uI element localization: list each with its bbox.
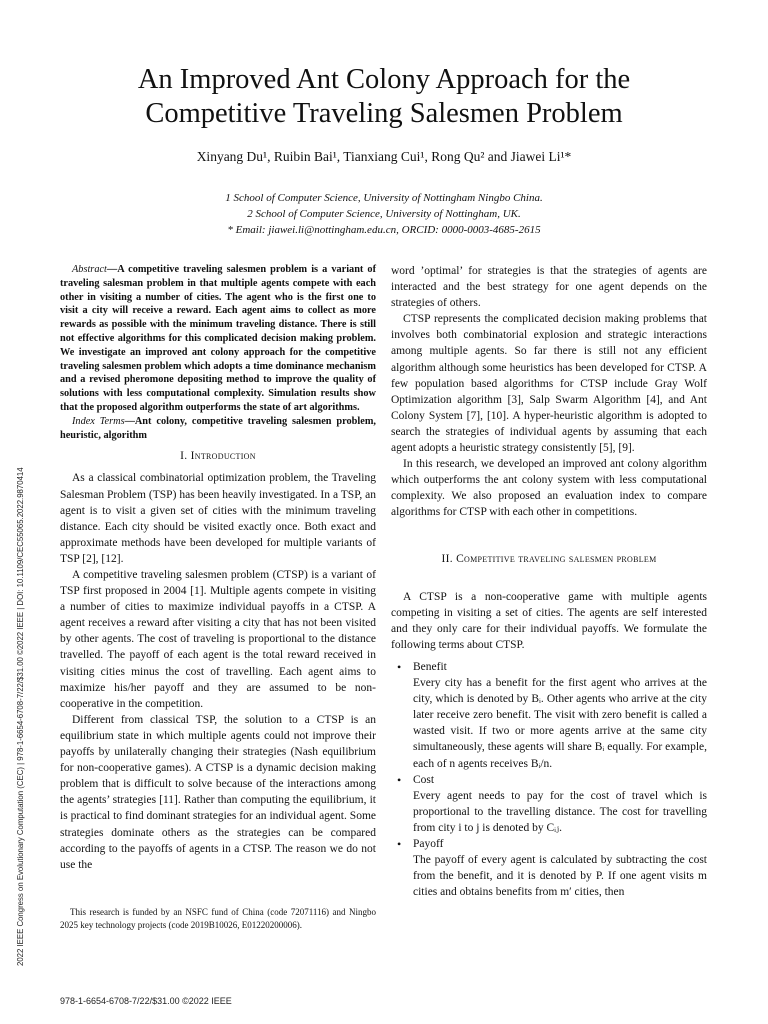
term-title-payoff: • Payoff xyxy=(413,838,444,850)
term-title-cost: • Cost xyxy=(413,773,435,786)
section-heading-ctsp: II. Competitive traveling salesmen problem xyxy=(441,552,657,565)
affiliation-email: * Email: jiawei.li@nottingham.edu.cn, ORCID: 0000-0003-4685-2615 xyxy=(227,224,541,236)
term-body-payoff: The payoff of every agent is calculated by subtracting the cost from the benefit, and it is denoted by P. If one agent visits m cities and obtains benefits from m′ cities, then xyxy=(413,854,707,899)
page-footer: 978-1-6654-6708-7/22/$31.00 ©2022 IEEE xyxy=(60,996,232,1006)
abstract xyxy=(60,263,376,415)
title-line-2: Competitive Traveling Salesmen Problem xyxy=(145,98,623,129)
paper-title xyxy=(60,63,708,131)
left-column xyxy=(60,263,376,873)
list-item xyxy=(413,659,707,772)
term-body-cost: Every agent needs to pay for the cost of travel which is proportional to the travelling distance. The cost for travelling from city i to j is denoted by Cᵢⱼ. xyxy=(413,789,707,834)
list-item xyxy=(413,772,707,836)
index-terms xyxy=(60,415,376,443)
index-terms-label: Index Terms xyxy=(72,415,125,427)
right-paragraph-1: word ’optimal’ for strategies is that the strategies of agents are interacted and the best strategy for one agent depends on the strategies of others. xyxy=(391,265,707,310)
ctsp-paragraph: A CTSP is a non-cooperative game with multiple agents competing in visiting a set of cities. The agents are self interested and they only care for their individual payoffs. We formulate the following terms about CTSP. xyxy=(391,590,707,651)
funding-footnote: This research is funded by an NSFC fund of China (code 72071116) and Ningbo 2025 key technology projects (code 2019B10026, E01220200006). xyxy=(60,907,376,930)
term-body-benefit: Every city has a benefit for the first agent who arrives at the city, which is denoted by Bᵢ. Other agents who arrive at the city later receive zero benefit. The visit with zero benefit is called a wasted visit. If two or more agents arrive at the same city simultaneously, these agents will share Bᵢ equally. For example, each of n agents receives Bᵢ/n. xyxy=(413,677,707,770)
intro-paragraph-2: A competitive traveling salesmen problem (CTSP) is a variant of TSP first proposed in 2004 [1]. Multiple agents compete in visiting a number of cities to maximize individual payoffs in a CTSP. A agent receives a reward after visiting a city that has not been visited by other agents. The cost of traveling is proportional to the distance travelled. The payoff of each agent is the total reward received in visiting cities minus the cost of travelling. Each agent aims to maximize his/her payoff and they are assumed to be non-cooperative in the competition. xyxy=(60,569,376,710)
authors: Xinyang Du¹, Ruibin Bai¹, Tianxiang Cui¹, Rong Qu² and Jiawei Li¹* xyxy=(196,149,572,164)
abstract-label: Abstract xyxy=(72,264,107,275)
abstract-text: —A competitive traveling salesmen problem is a variant of traveling salesman problem in that multiple agents compete with each other in visiting a number of cities. The agent who is the first one to visit a city will receive a reward. Each agent aims to collect as more rewards as possible with the minimum traveling distance. There is still not effective algorithms for this complicated decision making problem. We investigate an improved ant colony approach for the competitive traveling salesmen problem which adopts a time dominance mechanism and a revised pheromone depositing method to improve the quality of solutions with less computational complexity. Simulation results show that the proposed algorithm outperforms the state of art algorithms. xyxy=(60,264,376,413)
affiliations xyxy=(60,190,708,238)
right-column xyxy=(391,263,707,900)
term-title-benefit: • Benefit xyxy=(413,660,447,673)
intro-paragraph-1: As a classical combinatorial optimization problem, the Traveling Salesman Problem (TSP) has been heavily investigated. In a TSP, an agent is to visit a given set of cities with the minimum traveling distance. Each city should be visited exactly once. Both exact and approximate methods have been developed for multiple variants of TSP [2], [12]. xyxy=(60,472,376,565)
index-terms-text: —Ant colony, competitive traveling salesmen problem, heuristic, algorithm xyxy=(60,415,376,441)
affiliation-2: 2 School of Computer Science, University of Nottingham, UK. xyxy=(247,208,521,220)
section-heading-introduction: I. Introduction xyxy=(180,450,256,463)
right-paragraph-2: CTSP represents the complicated decision making problems that involves both combinatorial explosion and strategic interactions among multiple agents. So far there is still not any efficient algorithm although some heuristics has been developed for CTSP. A few population based algorithms for CTSP include Gray Wolf Optimization algorithm [3], Salp Swarm Algorithm [4], and Ant Colony System [7], [10]. A hyper-heuristic algorithm is adopted to search the strategies of individual agents by assuming that each agent adopts a heuristic strategy consistently [5], [9]. xyxy=(391,313,707,455)
title-line-1: An Improved Ant Colony Approach for the xyxy=(137,64,631,95)
term-list xyxy=(391,659,707,900)
conference-sidebar: 2022 IEEE Congress on Evolutionary Computation (CEC) | 978-1-6654-6708-7/22/$31.00 ©2022 IEEE | DOI: 10.1109/CEC55065.2022.9870414 xyxy=(16,467,25,966)
right-paragraph-3: In this research, we developed an improved ant colony algorithm which outperforms the ant colony system with less computational complexity. We also proposed an evaluation index to compare algorithms for CTSP with each other in competitions. xyxy=(391,458,707,519)
affiliation-1: 1 School of Computer Science, University of Nottingham Ningbo China. xyxy=(225,192,543,204)
intro-paragraph-3: Different from classical TSP, the solution to a CTSP is an equilibrium state in which multiple agents could not improve their payoffs by unilaterally changing their strategies (Nash equilibrium for non-cooperative games). A CTSP is a dynamic decision making problem that is difficult to solve because of the interactions among the agents’ strategies [11]. Rather than computing the equilibrium, it is practical to find dominant strategies for an individual agent. Some strategies dominate others as the strategies can be compared according to the payoffs of agents in a CTSP. The reason we do not use the xyxy=(60,713,376,871)
list-item xyxy=(413,836,707,900)
